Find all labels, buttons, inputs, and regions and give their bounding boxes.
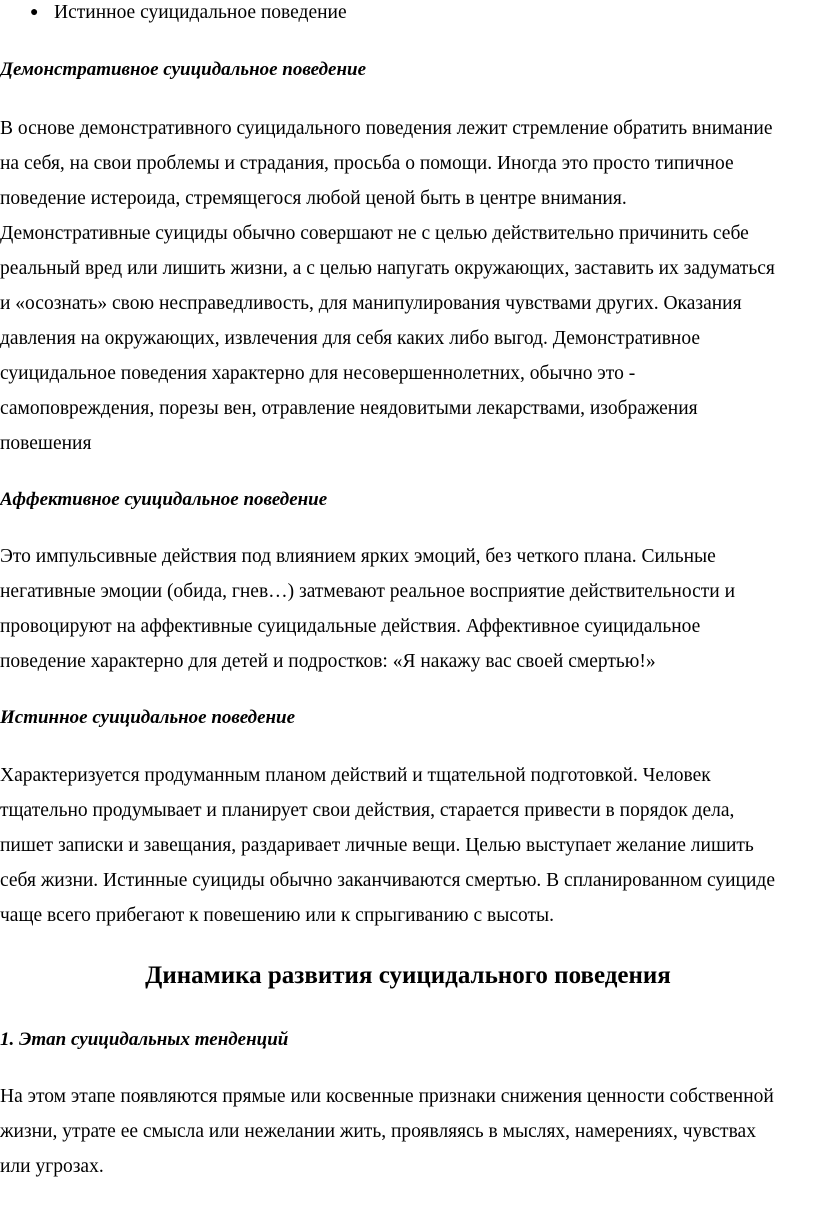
paragraph-line: пишет записки и завещания, раздаривает личные вещи. Целью выступает желание лишить <box>0 835 754 856</box>
paragraph-line: тщательно продумывает и планирует свои действия, старается привести в порядок дела, <box>0 800 735 821</box>
paragraph-line: повешения <box>0 433 92 454</box>
bullet-text: Истинное суицидальное поведение <box>54 2 347 23</box>
paragraph-line: В основе демонстративного суицидального поведения лежит стремление обратить внимание <box>0 118 773 139</box>
paragraph-line: Характеризуется продуманным планом действий и тщательной подготовкой. Человек <box>0 765 711 786</box>
demonstrative-heading: Демонстративное суицидальное поведение <box>0 59 367 80</box>
dynamics-section-title: Динамика развития суицидального поведения <box>145 962 671 989</box>
paragraph-line: жизни, утрате ее смысла или нежелании жить, проявляясь в мыслях, намерениях, чувствах <box>0 1121 756 1142</box>
paragraph-line: на себя, на свои проблемы и страдания, просьба о помощи. Иногда это просто типичное <box>0 153 734 174</box>
paragraph-line: или угрозах. <box>0 1156 104 1177</box>
paragraph-line: и «осознать» свою несправедливость, для манипулирования чувствами других. Оказания <box>0 293 742 314</box>
demonstrative-paragraph <box>0 111 816 461</box>
paragraph-line: реальный вред или лишить жизни, а с целью напугать окружающих, заставить их задуматься <box>0 258 775 279</box>
true-behavior-paragraph <box>0 758 816 933</box>
paragraph-line: самоповреждения, порезы вен, отравление неядовитыми лекарствами, изображения <box>0 398 698 419</box>
true-behavior-heading: Истинное суицидальное поведение <box>0 707 296 728</box>
bullet-list-item <box>30 0 347 26</box>
stage1-paragraph <box>0 1079 816 1184</box>
paragraph-line: поведение истероида, стремящегося любой ценой быть в центре внимания. <box>0 188 627 209</box>
paragraph-line: провоцируют на аффективные суицидальные действия. Аффективное суицидальное <box>0 616 701 637</box>
bullet-icon: ● <box>30 5 39 20</box>
paragraph-line: себя жизни. Истинные суициды обычно заканчиваются смертью. В спланированном суициде <box>0 870 776 891</box>
paragraph-line: Демонстративные суициды обычно совершают не с целью действительно причинить себе <box>0 223 749 244</box>
stage1-heading: 1. Этап суицидальных тенденций <box>0 1029 289 1050</box>
affective-paragraph <box>0 539 816 679</box>
paragraph-line: чаще всего прибегают к повешению или к спрыгиванию с высоты. <box>0 905 554 926</box>
paragraph-line: суицидальное поведения характерно для несовершеннолетних, обычно это - <box>0 363 636 384</box>
paragraph-line: негативные эмоции (обида, гнев…) затмевают реальное восприятие действительности и <box>0 581 736 602</box>
affective-heading: Аффективное суицидальное поведение <box>0 489 328 510</box>
paragraph-line: поведение характерно для детей и подростков: «Я накажу вас своей смертью!» <box>0 651 656 672</box>
paragraph-line: Это импульсивные действия под влиянием ярких эмоций, без четкого плана. Сильные <box>0 546 716 567</box>
paragraph-line: На этом этапе появляются прямые или косвенные признаки снижения ценности собственной <box>0 1086 774 1107</box>
paragraph-line: давления на окружающих, извлечения для себя каких либо выгод. Демонстративное <box>0 328 700 349</box>
